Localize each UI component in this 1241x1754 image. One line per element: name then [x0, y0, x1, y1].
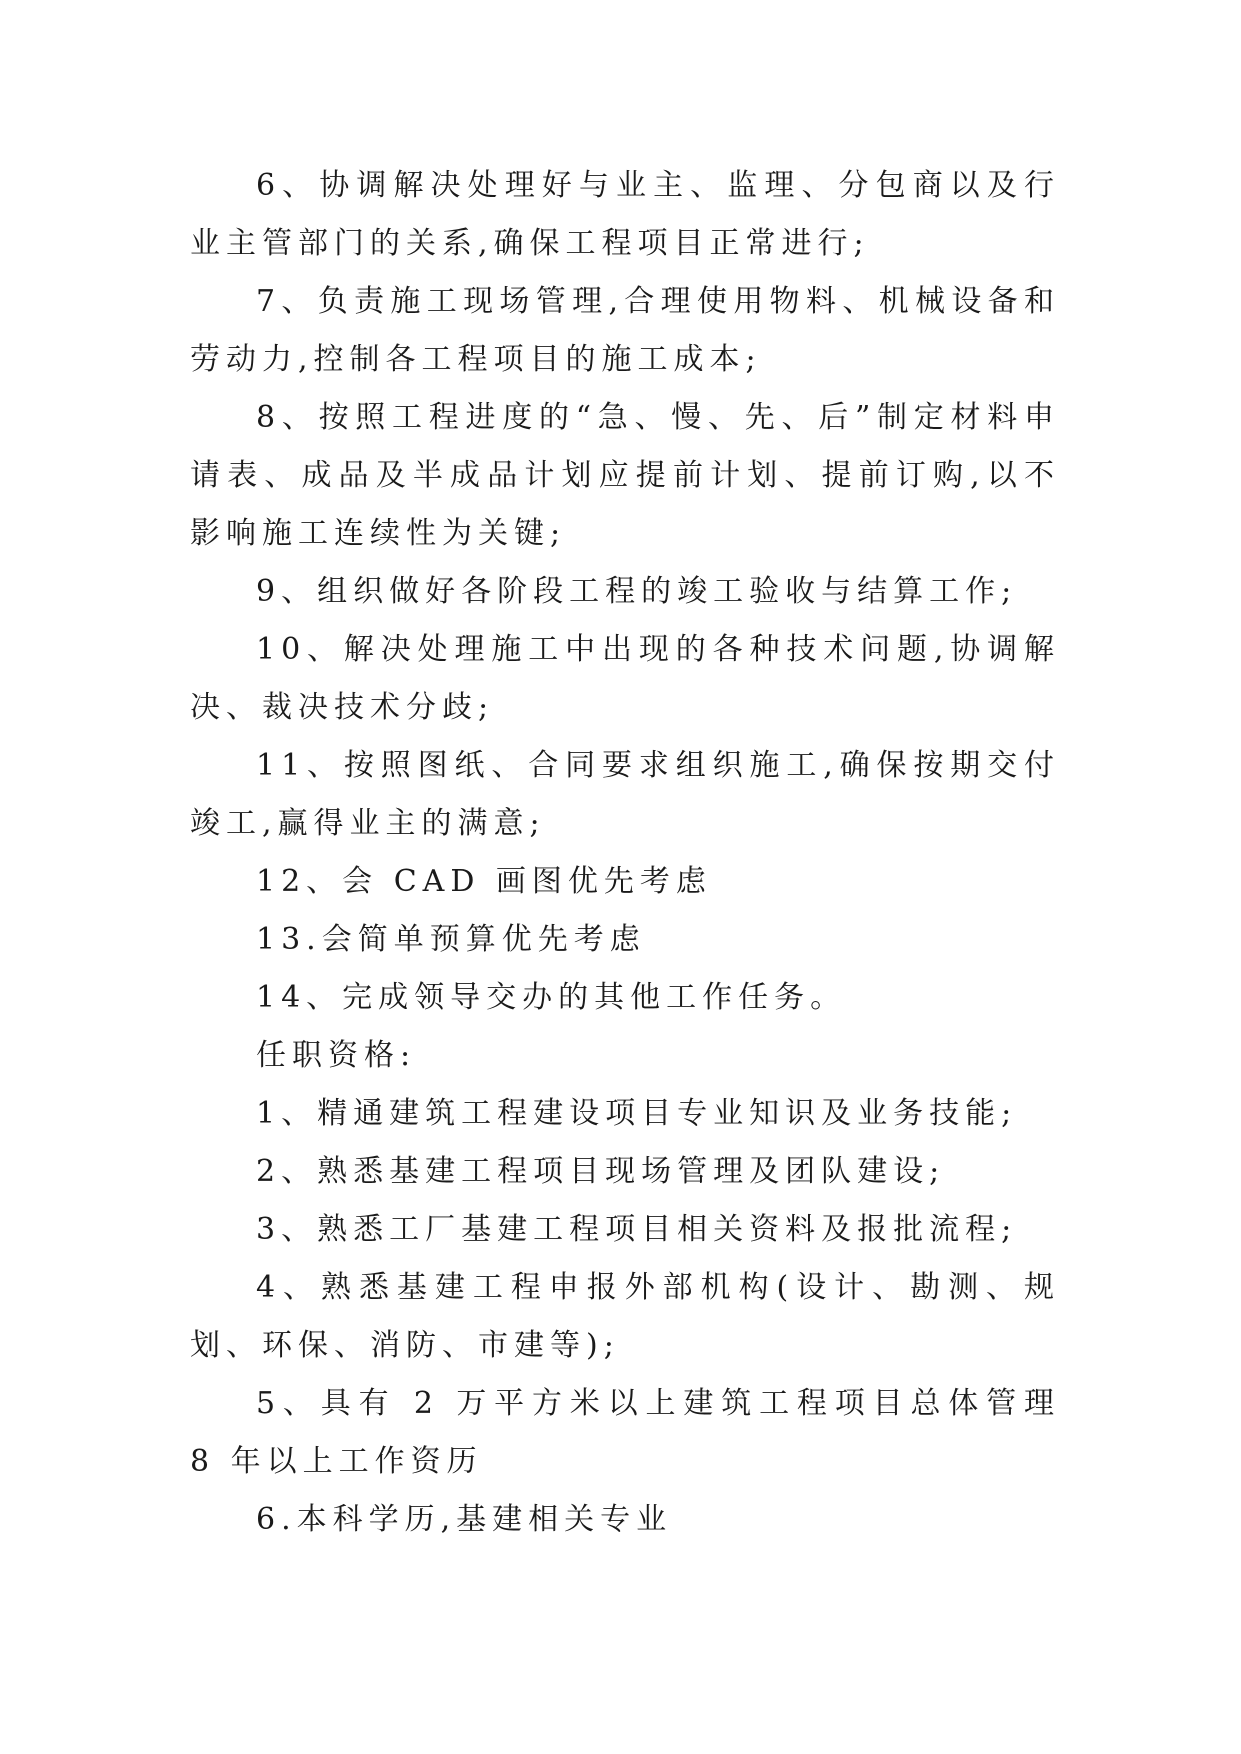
document-body [190, 157, 1060, 1549]
duty-item-9: 9、组织做好各阶段工程的竣工验收与结算工作; [256, 574, 1018, 609]
duty-item-12: 12、会 CAD 画图优先考虑 [256, 864, 712, 899]
duty-item-7: 7、负责施工现场管理,合理使用物料、机械设备和劳动力,控制各工程项目的施工成本; [190, 284, 1060, 377]
duty-item-10: 10、解决处理施工中出现的各种技术问题,协调解决、裁决技术分歧; [190, 632, 1060, 725]
qualification-item-5: 5、具有 2 万平方米以上建筑工程项目总体管理 8 年以上工作资历 [190, 1386, 1060, 1479]
qualification-item-6: 6.本科学历,基建相关专业 [256, 1502, 673, 1537]
qualification-item-1: 1、精通建筑工程建设项目专业知识及业务技能; [256, 1096, 1018, 1131]
qualification-item-4: 4、熟悉基建工程申报外部机构(设计、勘测、规划、环保、消防、市建等); [190, 1270, 1060, 1363]
duty-item-11: 11、按照图纸、合同要求组织施工,确保按期交付竣工,赢得业主的满意; [190, 748, 1060, 841]
duty-item-13: 13.会简单预算优先考虑 [256, 922, 646, 957]
duty-item-8: 8、按照工程进度的“急、慢、先、后”制定材料申请表、成品及半成品计划应提前计划、提前订购,以不影响施工连续性为关键; [190, 400, 1060, 551]
duty-item-6: 6、协调解决处理好与业主、监理、分包商以及行业主管部门的关系,确保工程项目正常进行; [190, 168, 1060, 261]
qualification-item-2: 2、熟悉基建工程项目现场管理及团队建设; [256, 1154, 946, 1189]
qualifications-heading: 任职资格: [256, 1038, 417, 1073]
duty-item-14: 14、完成领导交办的其他工作任务。 [256, 980, 847, 1015]
qualification-item-3: 3、熟悉工厂基建工程项目相关资料及报批流程; [256, 1212, 1018, 1247]
